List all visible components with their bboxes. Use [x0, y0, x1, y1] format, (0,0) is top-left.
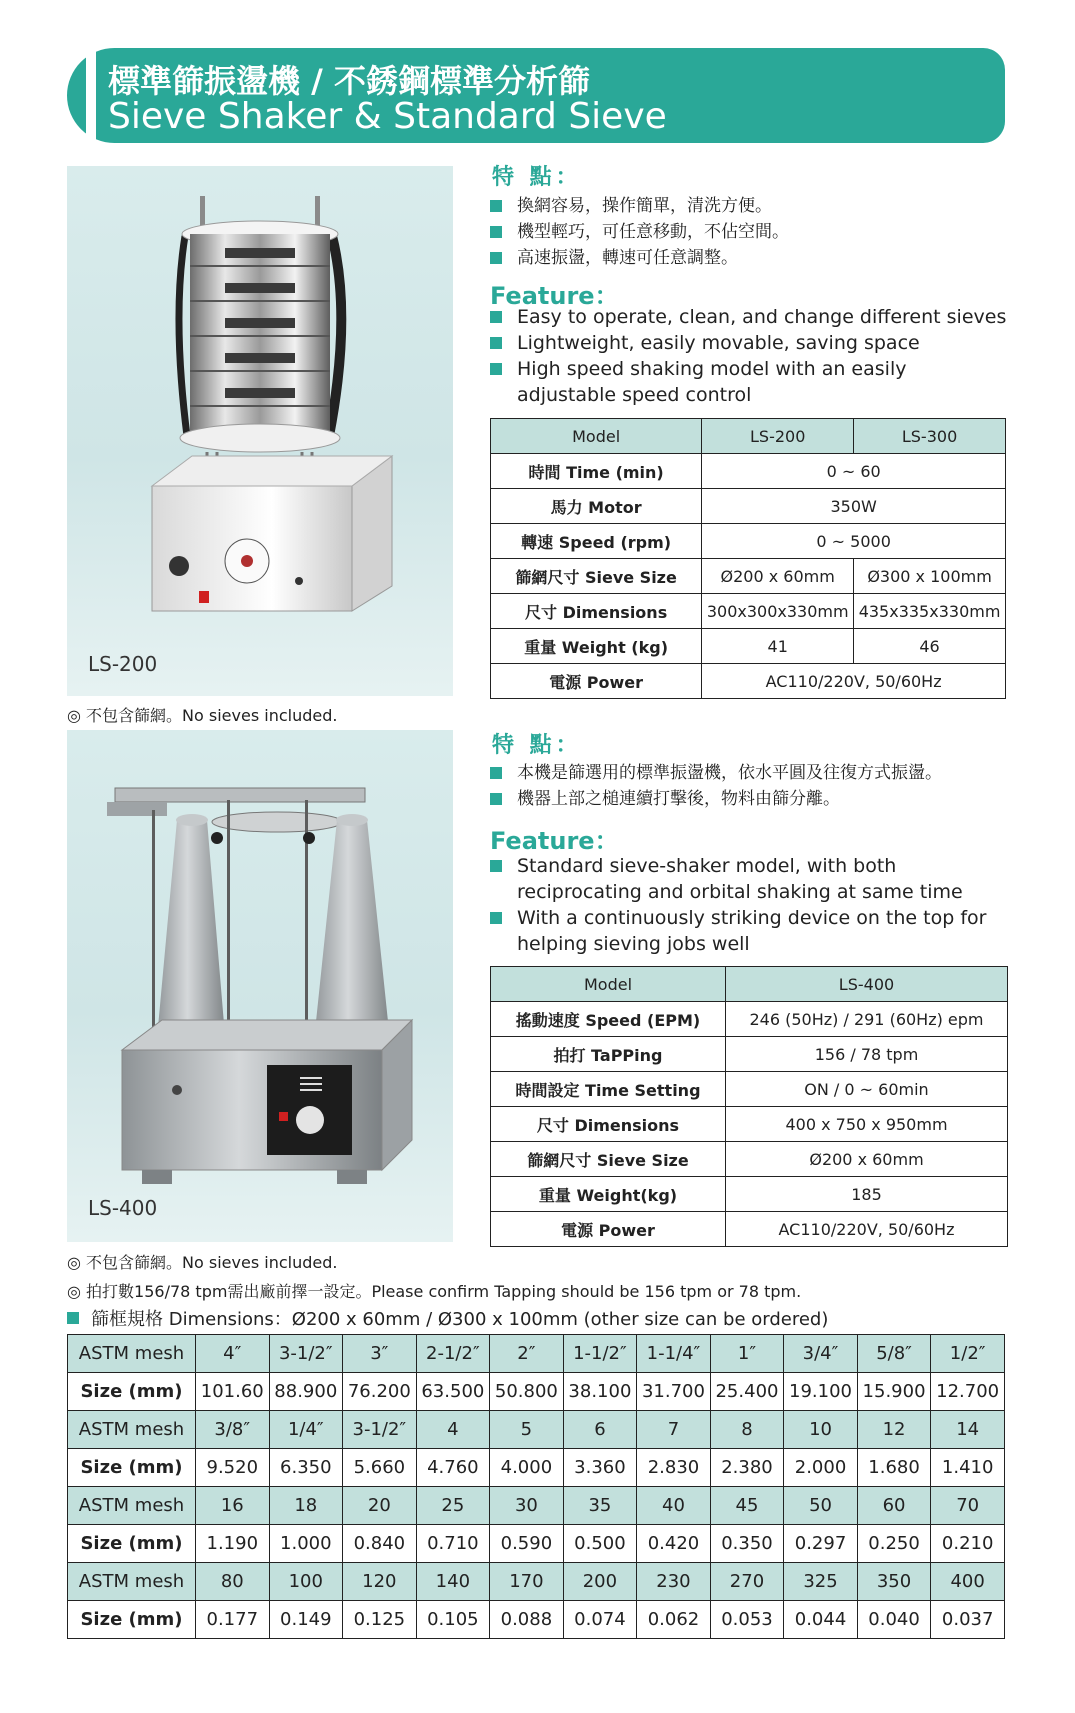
table-row: 重量 Weight (kg) 41 46	[491, 629, 1006, 664]
size-cell: 0.149	[269, 1601, 343, 1639]
list-item: 本機是篩選用的標準振盪機，依水平圓及往復方式振盪。	[490, 760, 1030, 786]
ls200-machine-illustration	[67, 166, 453, 696]
features-cn-title-1: 特 點：	[492, 165, 582, 190]
size-cell: 101.60	[196, 1373, 270, 1411]
size-cell: 19.100	[784, 1373, 858, 1411]
mesh-cell: 5/8″	[857, 1335, 931, 1373]
size-cell: 5.660	[343, 1449, 417, 1487]
size-row-label: Size (mm)	[68, 1601, 196, 1639]
mesh-cell: 25	[416, 1487, 490, 1525]
size-cell: 0.040	[857, 1601, 931, 1639]
size-cell: 1.000	[269, 1525, 343, 1563]
mesh-cell: 10	[784, 1411, 858, 1449]
mesh-cell: 270	[710, 1563, 784, 1601]
size-row-label: Size (mm)	[68, 1525, 196, 1563]
size-cell: 0.297	[784, 1525, 858, 1563]
ls400-spec-table	[490, 966, 1008, 1247]
size-cell: 0.125	[343, 1601, 417, 1639]
table-row: 尺寸 Dimensions 400 x 750 x 950mm	[491, 1107, 1008, 1142]
table-row	[68, 1373, 1005, 1411]
size-cell: 0.840	[343, 1525, 417, 1563]
mesh-cell: 30	[490, 1487, 564, 1525]
table-row: 篩網尺寸 Sieve Size Ø200 x 60mm Ø300 x 100mm	[491, 559, 1006, 594]
mesh-cell: 3-1/2″	[269, 1335, 343, 1373]
mesh-cell: 350	[857, 1563, 931, 1601]
features-en-title-1: Feature：	[490, 282, 619, 310]
size-cell: 6.350	[269, 1449, 343, 1487]
mesh-cell: 7	[637, 1411, 711, 1449]
size-cell: 0.710	[416, 1525, 490, 1563]
table-row	[68, 1335, 1005, 1373]
mesh-row-label: ASTM mesh	[68, 1487, 196, 1525]
table-row: 拍打 TaPPing 156 / 78 tpm	[491, 1037, 1008, 1072]
size-cell: 31.700	[637, 1373, 711, 1411]
mesh-cell: 170	[490, 1563, 564, 1601]
table-row: 時間 Time (min) 0 ~ 60	[491, 454, 1006, 489]
size-cell: 0.590	[490, 1525, 564, 1563]
mesh-cell: 50	[784, 1487, 858, 1525]
ls400-photo	[67, 730, 453, 1242]
features-en-list-1	[490, 304, 1010, 408]
mesh-cell: 40	[637, 1487, 711, 1525]
table-row	[68, 1487, 1005, 1525]
mesh-cell: 35	[563, 1487, 637, 1525]
mesh-cell: 400	[931, 1563, 1005, 1601]
table-row	[68, 1601, 1005, 1639]
mesh-cell: 8	[710, 1411, 784, 1449]
table-row: 馬力 Motor 350W	[491, 489, 1006, 524]
mesh-cell: 14	[931, 1411, 1005, 1449]
mesh-cell: 1/4″	[269, 1411, 343, 1449]
mesh-cell: 4″	[196, 1335, 270, 1373]
page-title-cn: 標準篩振盪機 / 不銹鋼標準分析篩	[108, 62, 590, 100]
mesh-cell: 45	[710, 1487, 784, 1525]
size-cell: 1.190	[196, 1525, 270, 1563]
dimensions-heading: 篩框規格 Dimensions：Ø200 x 60mm / Ø300 x 100mm (other size can be ordered)	[67, 1305, 828, 1331]
list-item: High speed shaking model with an easily adjustable speed control	[490, 356, 1010, 408]
features-cn-list-1	[490, 193, 1010, 271]
size-row-label: Size (mm)	[68, 1373, 196, 1411]
mesh-cell: 4	[416, 1411, 490, 1449]
features-cn-title-2: 特 點：	[492, 733, 582, 758]
size-cell: 0.500	[563, 1525, 637, 1563]
list-item: 換網容易，操作簡單，清洗方便。	[490, 193, 1010, 219]
table-row: 電源 Power AC110/220V, 50/60Hz	[491, 664, 1006, 699]
mesh-cell: 230	[637, 1563, 711, 1601]
size-cell: 50.800	[490, 1373, 564, 1411]
size-cell: 0.088	[490, 1601, 564, 1639]
bullet-square-icon	[67, 1312, 79, 1324]
size-cell: 0.177	[196, 1601, 270, 1639]
size-cell: 4.000	[490, 1449, 564, 1487]
size-cell: 2.830	[637, 1449, 711, 1487]
mesh-cell: 12	[857, 1411, 931, 1449]
size-cell: 12.700	[931, 1373, 1005, 1411]
mesh-cell: 80	[196, 1563, 270, 1601]
size-cell: 2.380	[710, 1449, 784, 1487]
mesh-cell: 18	[269, 1487, 343, 1525]
mesh-row-label: ASTM mesh	[68, 1411, 196, 1449]
mesh-cell: 3/8″	[196, 1411, 270, 1449]
list-item: Easy to operate, clean, and change different sieves	[490, 304, 1010, 330]
size-cell: 0.044	[784, 1601, 858, 1639]
mesh-cell: 200	[563, 1563, 637, 1601]
mesh-cell: 5	[490, 1411, 564, 1449]
list-item: 高速振盪，轉速可任意調整。	[490, 245, 1010, 271]
mesh-cell: 1/2″	[931, 1335, 1005, 1373]
size-cell: 25.400	[710, 1373, 784, 1411]
table-row	[68, 1563, 1005, 1601]
mesh-cell: 100	[269, 1563, 343, 1601]
mesh-cell: 1-1/4″	[637, 1335, 711, 1373]
mesh-cell: 16	[196, 1487, 270, 1525]
size-cell: 0.210	[931, 1525, 1005, 1563]
features-cn-list-2	[490, 760, 1030, 812]
title-divider	[86, 48, 96, 143]
features-en-title-2: Feature：	[490, 827, 619, 855]
size-cell: 76.200	[343, 1373, 417, 1411]
size-cell: 1.680	[857, 1449, 931, 1487]
mesh-size-table	[67, 1334, 1005, 1639]
mesh-cell: 1-1/2″	[563, 1335, 637, 1373]
size-cell: 0.037	[931, 1601, 1005, 1639]
size-cell: 0.250	[857, 1525, 931, 1563]
size-cell: 0.105	[416, 1601, 490, 1639]
mesh-cell: 3/4″	[784, 1335, 858, 1373]
ls200-photo	[67, 166, 453, 696]
table-row: Model LS-400	[491, 967, 1008, 1002]
mesh-cell: 3″	[343, 1335, 417, 1373]
table-row	[68, 1411, 1005, 1449]
mesh-row-label: ASTM mesh	[68, 1563, 196, 1601]
page-title-en: Sieve Shaker & Standard Sieve	[108, 96, 667, 137]
mesh-cell: 70	[931, 1487, 1005, 1525]
ls400-note-2: ◎ 拍打數156/78 tpm需出廠前擇一設定。Please confirm Tapping should be 156 tpm or 78 tpm.	[67, 1282, 802, 1301]
table-row: 轉速 Speed (rpm) 0 ~ 5000	[491, 524, 1006, 559]
ls200-note: ◎ 不包含篩網。No sieves included.	[67, 706, 338, 725]
mesh-cell: 60	[857, 1487, 931, 1525]
table-row: 篩網尺寸 Sieve Size Ø200 x 60mm	[491, 1142, 1008, 1177]
mesh-cell: 20	[343, 1487, 417, 1525]
size-cell: 2.000	[784, 1449, 858, 1487]
size-cell: 1.410	[931, 1449, 1005, 1487]
size-cell: 0.074	[563, 1601, 637, 1639]
mesh-cell: 1″	[710, 1335, 784, 1373]
size-cell: 88.900	[269, 1373, 343, 1411]
size-cell: 15.900	[857, 1373, 931, 1411]
mesh-row-label: ASTM mesh	[68, 1335, 196, 1373]
size-cell: 0.062	[637, 1601, 711, 1639]
mesh-cell: 120	[343, 1563, 417, 1601]
table-row: 時間設定 Time Setting ON / 0 ~ 60min	[491, 1072, 1008, 1107]
table-row: 電源 Power AC110/220V, 50/60Hz	[491, 1212, 1008, 1247]
list-item: 機型輕巧，可任意移動，不佔空間。	[490, 219, 1010, 245]
size-cell: 63.500	[416, 1373, 490, 1411]
list-item: 機器上部之槌連續打擊後，物料由篩分離。	[490, 786, 1030, 812]
mesh-cell: 6	[563, 1411, 637, 1449]
table-row	[68, 1525, 1005, 1563]
size-cell: 3.360	[563, 1449, 637, 1487]
mesh-cell: 325	[784, 1563, 858, 1601]
mesh-cell: 2″	[490, 1335, 564, 1373]
mesh-cell: 2-1/2″	[416, 1335, 490, 1373]
list-item: Lightweight, easily movable, saving space	[490, 330, 1010, 356]
mesh-cell: 3-1/2″	[343, 1411, 417, 1449]
size-cell: 9.520	[196, 1449, 270, 1487]
size-cell: 0.420	[637, 1525, 711, 1563]
table-row: 搖動速度 Speed (EPM) 246 (50Hz) / 291 (60Hz) epm	[491, 1002, 1008, 1037]
size-cell: 0.350	[710, 1525, 784, 1563]
size-cell: 4.760	[416, 1449, 490, 1487]
ls400-machine-illustration	[67, 730, 453, 1242]
features-en-list-2	[490, 853, 1010, 957]
size-cell: 0.053	[710, 1601, 784, 1639]
mesh-cell: 140	[416, 1563, 490, 1601]
list-item: Standard sieve-shaker model, with both reciprocating and orbital shaking at same time	[490, 853, 1010, 905]
ls400-label: LS-400	[88, 1196, 158, 1220]
table-row: 尺寸 Dimensions 300x300x330mm 435x335x330mm	[491, 594, 1006, 629]
list-item: With a continuously striking device on the top for helping sieving jobs well	[490, 905, 1010, 957]
ls400-note-1: ◎ 不包含篩網。No sieves included.	[67, 1253, 338, 1272]
table-row: Model LS-200 LS-300	[491, 419, 1006, 454]
size-cell: 38.100	[563, 1373, 637, 1411]
ls200-label: LS-200	[88, 652, 158, 676]
table-row: 重量 Weight(kg) 185	[491, 1177, 1008, 1212]
table-row	[68, 1449, 1005, 1487]
size-row-label: Size (mm)	[68, 1449, 196, 1487]
ls200-spec-table	[490, 418, 1006, 699]
